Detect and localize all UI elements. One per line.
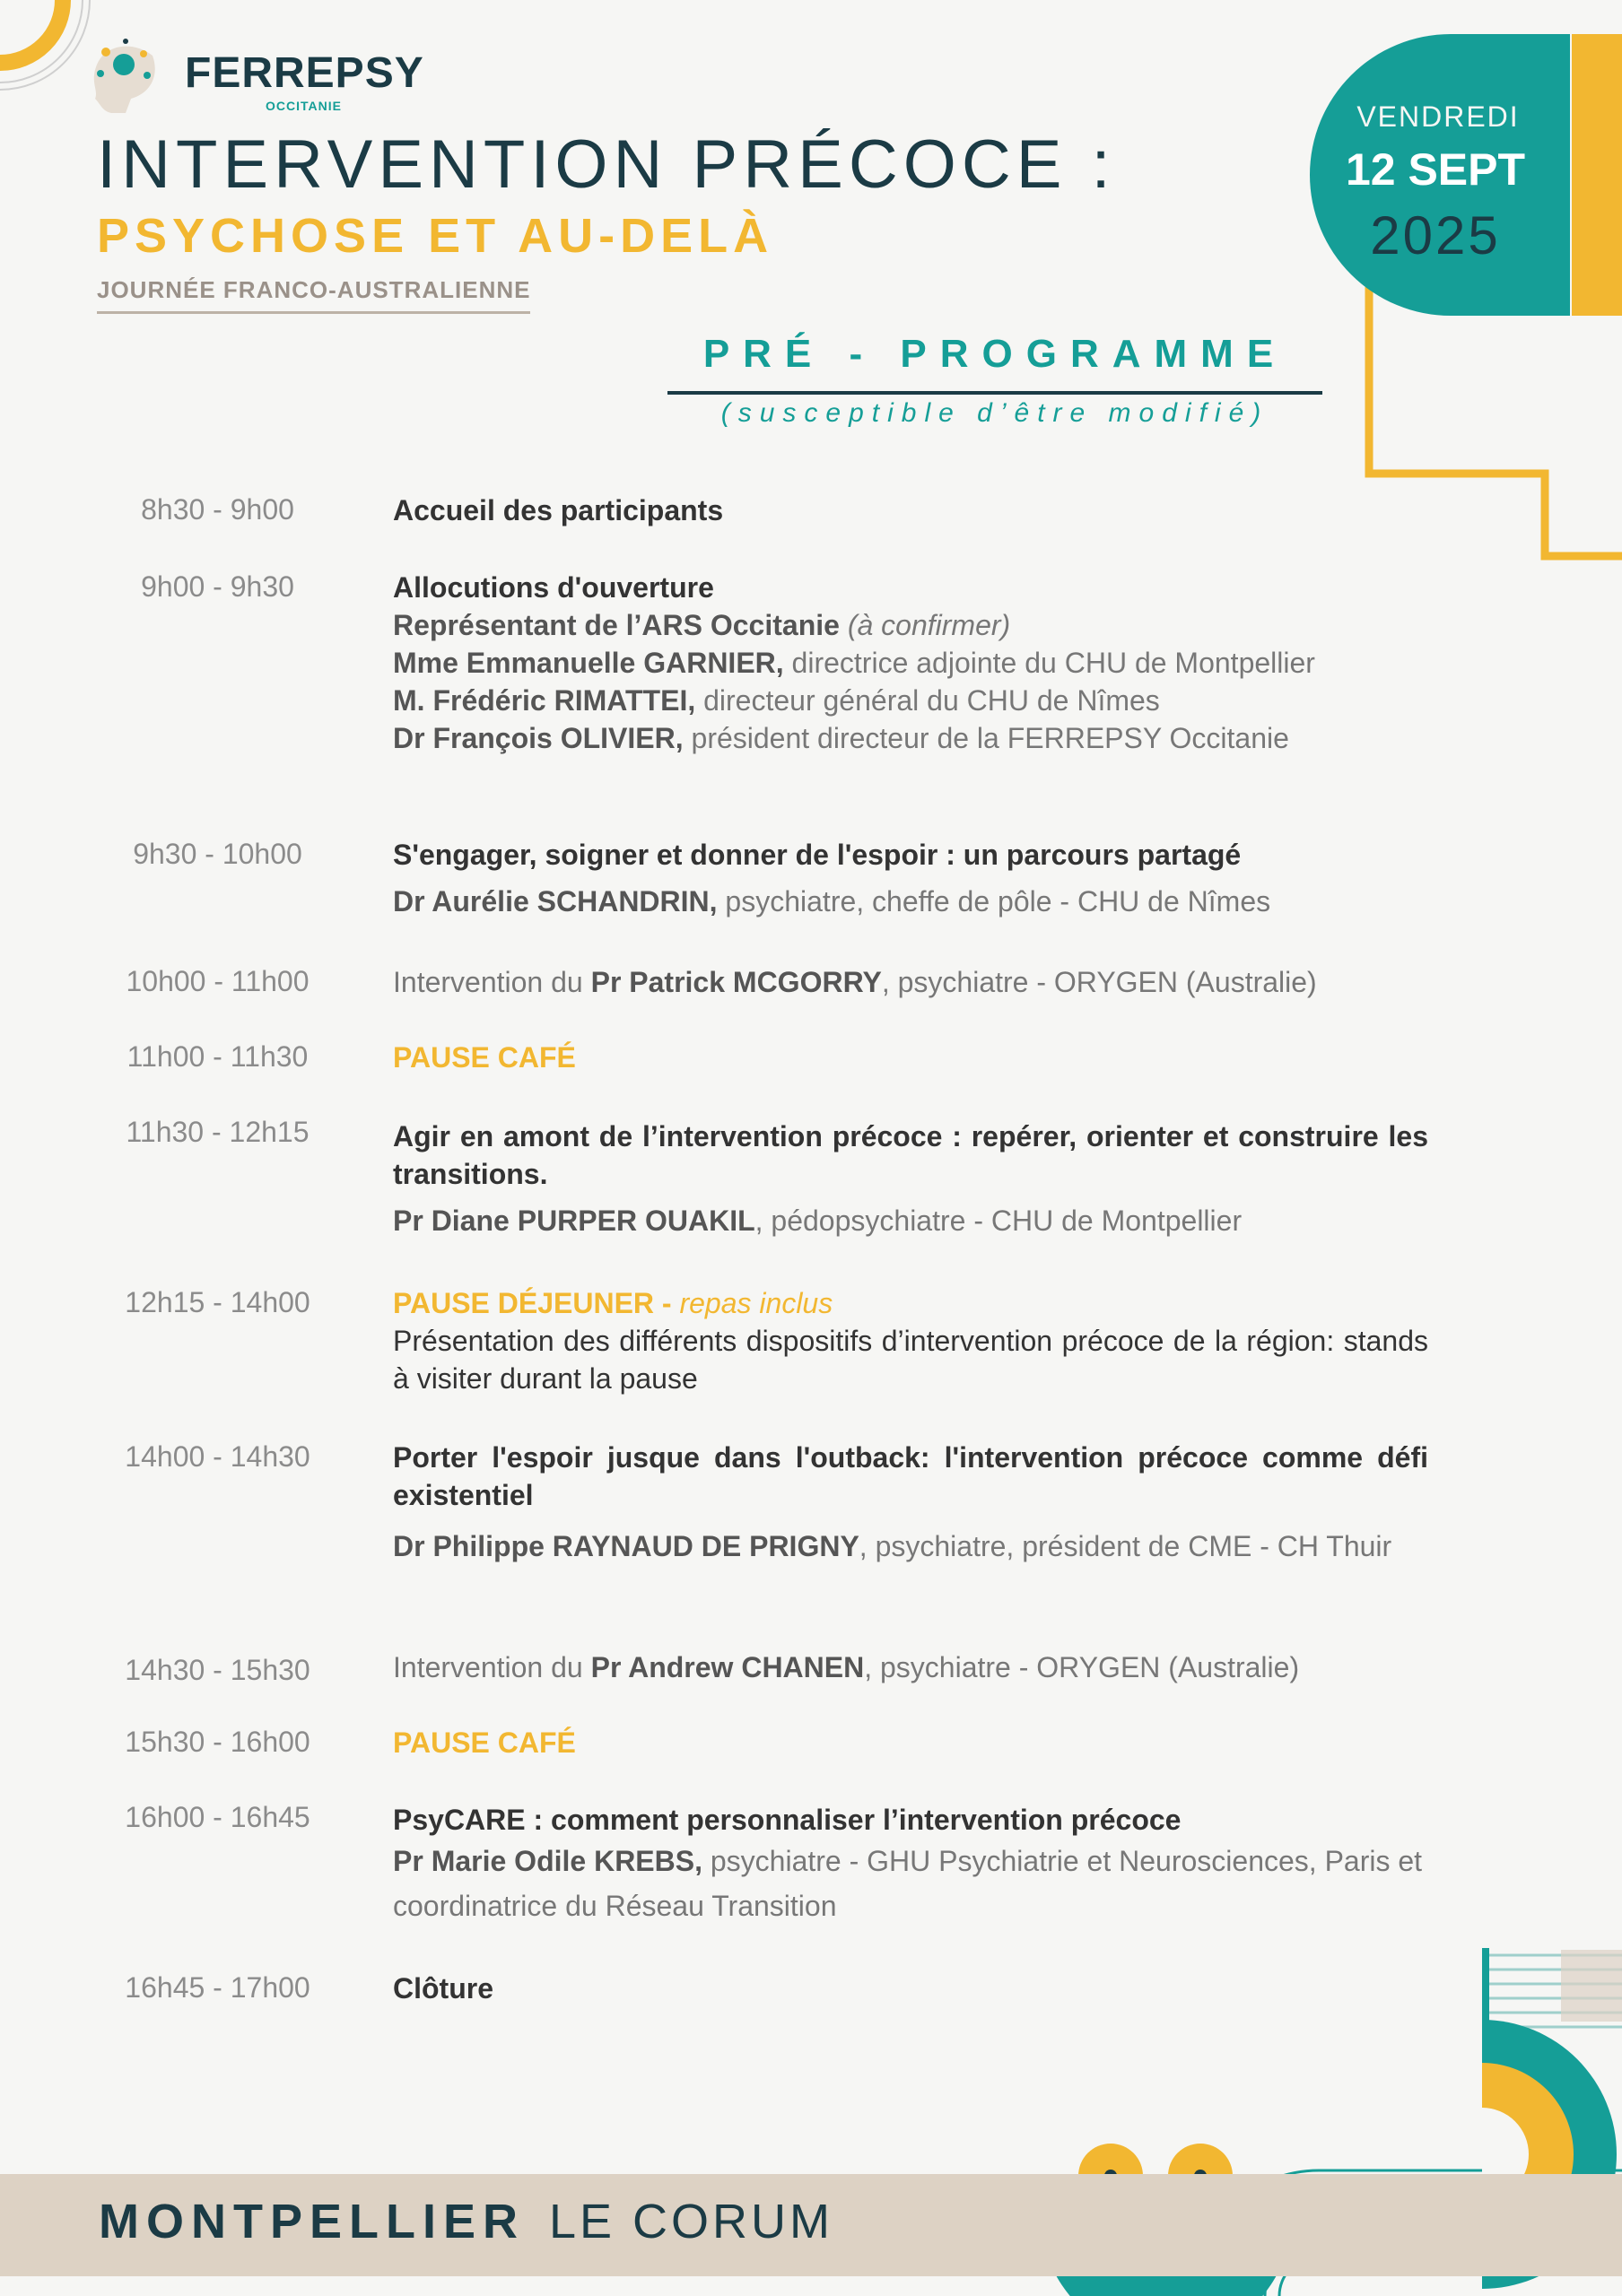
speaker-name: Pr Diane PURPER OUAKIL bbox=[393, 1205, 755, 1237]
speaker-role: directrice adjointe du CHU de Montpellier bbox=[783, 647, 1315, 679]
schedule-title: Porter l'espoir jusque dans l'outback: l'intervention précoce comme défi existentiel bbox=[393, 1441, 1428, 1511]
brand-name: FERREPSY bbox=[185, 49, 424, 97]
speaker-role: président directeur de la FERREPSY Occitanie bbox=[683, 722, 1289, 754]
speaker-role: psychiatre - GHU Psychiatrie et Neurosciences, Paris et coordinatrice du Réseau Transition bbox=[393, 1845, 1423, 1922]
speaker-name: Mme Emmanuelle GARNIER, bbox=[393, 647, 784, 679]
speaker-name: Pr Patrick MCGORRY bbox=[590, 966, 882, 998]
footer-venue: LE CORUM bbox=[549, 2195, 834, 2248]
page-title: INTERVENTION PRÉCOCE : bbox=[97, 126, 1116, 203]
schedule-title: Accueil des participants bbox=[393, 494, 724, 526]
schedule-title: PsyCARE : comment personnaliser l’intervention précoce bbox=[393, 1804, 1182, 1836]
footer-city: MONTPELLIER bbox=[99, 2195, 525, 2248]
schedule-item bbox=[393, 836, 1428, 920]
schedule-item bbox=[393, 1724, 1428, 1761]
ferrepsy-logo-icon bbox=[94, 39, 155, 113]
schedule-item bbox=[393, 491, 1428, 529]
schedule-item bbox=[393, 569, 1428, 757]
schedule-description: Présentation des différents dispositifs d’intervention précoce de la région: stands à visiter durant la pause bbox=[393, 1325, 1428, 1395]
speaker-name: Dr Aurélie SCHANDRIN, bbox=[393, 885, 718, 918]
schedule-title: Allocutions d'ouverture bbox=[393, 571, 714, 604]
speaker-role: , psychiatre - ORYGEN (Australie) bbox=[864, 1651, 1300, 1683]
schedule-item bbox=[393, 1039, 1428, 1076]
schedule-title: Clôture bbox=[393, 1972, 493, 2005]
speaker-name: Représentant de l’ARS Occitanie bbox=[393, 609, 840, 641]
event-type: JOURNÉE FRANCO-AUSTRALIENNE bbox=[97, 276, 530, 314]
schedule-time: 15h30 - 16h00 bbox=[125, 1726, 310, 1758]
schedule-time: 12h15 - 14h00 bbox=[125, 1286, 310, 1318]
schedule-time: 10h00 - 11h00 bbox=[126, 965, 310, 997]
schedule-time: 16h45 - 17h00 bbox=[125, 1971, 310, 2004]
speaker-role: , psychiatre, président de CME - CH Thuir bbox=[859, 1530, 1392, 1562]
schedule-time: 11h30 - 12h15 bbox=[126, 1116, 310, 1148]
brand-region: OCCITANIE bbox=[266, 99, 342, 113]
intro-text: Intervention du bbox=[393, 1651, 591, 1683]
date-badge-day: VENDREDI bbox=[1356, 100, 1520, 133]
schedule-title: S'engager, soigner et donner de l'espoir : un parcours partagé bbox=[393, 839, 1242, 871]
program-title-underline bbox=[667, 391, 1322, 395]
corner-arcs-decoration bbox=[0, 0, 90, 90]
date-badge-year: 2025 bbox=[1370, 205, 1501, 265]
schedule-time: 9h00 - 9h30 bbox=[141, 570, 294, 603]
speaker-name: Dr François OLIVIER, bbox=[393, 722, 684, 754]
speaker-name: Dr Philippe RAYNAUD DE PRIGNY bbox=[393, 1530, 859, 1562]
schedule-time: 16h00 - 16h45 bbox=[125, 1801, 310, 1833]
schedule-item bbox=[393, 1439, 1428, 1570]
break-label: PAUSE CAFÉ bbox=[393, 1041, 576, 1074]
schedule-item bbox=[393, 1284, 1428, 1397]
schedule-time: 8h30 - 9h00 bbox=[141, 493, 294, 526]
program-note: (susceptible d’être modifié) bbox=[720, 398, 1269, 428]
speaker-name: Pr Marie Odile KREBS, bbox=[393, 1845, 702, 1877]
speaker-note: (à confirmer) bbox=[839, 609, 1011, 641]
schedule-title: Agir en amont de l’intervention précoce : repérer, orienter et construire les transitions. bbox=[393, 1120, 1428, 1190]
schedule-item bbox=[393, 1801, 1428, 1928]
speaker-role: , pédopsychiatre - CHU de Montpellier bbox=[754, 1205, 1243, 1237]
break-label: PAUSE CAFÉ bbox=[393, 1726, 576, 1759]
program-title: PRÉ - PROGRAMME bbox=[702, 332, 1287, 376]
schedule-item bbox=[393, 1118, 1428, 1239]
speaker-role: , psychiatre - ORYGEN (Australie) bbox=[881, 966, 1317, 998]
schedule-time: 11h00 - 11h30 bbox=[126, 1040, 309, 1073]
schedule-time: 14h00 - 14h30 bbox=[125, 1440, 310, 1473]
schedule-item bbox=[393, 1970, 1428, 2007]
schedule-time: 14h30 - 15h30 bbox=[125, 1654, 310, 1686]
page-subtitle: PSYCHOSE ET AU-DELÀ bbox=[97, 209, 774, 263]
speaker-name: M. Frédéric RIMATTEI, bbox=[393, 684, 696, 717]
schedule-item bbox=[393, 963, 1428, 1001]
break-label: PAUSE DÉJEUNER - bbox=[393, 1287, 680, 1319]
date-badge-date: 12 SEPT bbox=[1345, 144, 1526, 195]
speaker-role: directeur général du CHU de Nîmes bbox=[695, 684, 1160, 717]
speaker-name: Pr Andrew CHANEN bbox=[590, 1651, 865, 1683]
speaker-role: psychiatre, cheffe de pôle - CHU de Nîmes bbox=[717, 885, 1271, 918]
intro-text: Intervention du bbox=[393, 966, 591, 998]
schedule-time: 9h30 - 10h00 bbox=[133, 838, 302, 870]
break-note: repas inclus bbox=[679, 1287, 833, 1319]
schedule-item bbox=[393, 1648, 1428, 1686]
